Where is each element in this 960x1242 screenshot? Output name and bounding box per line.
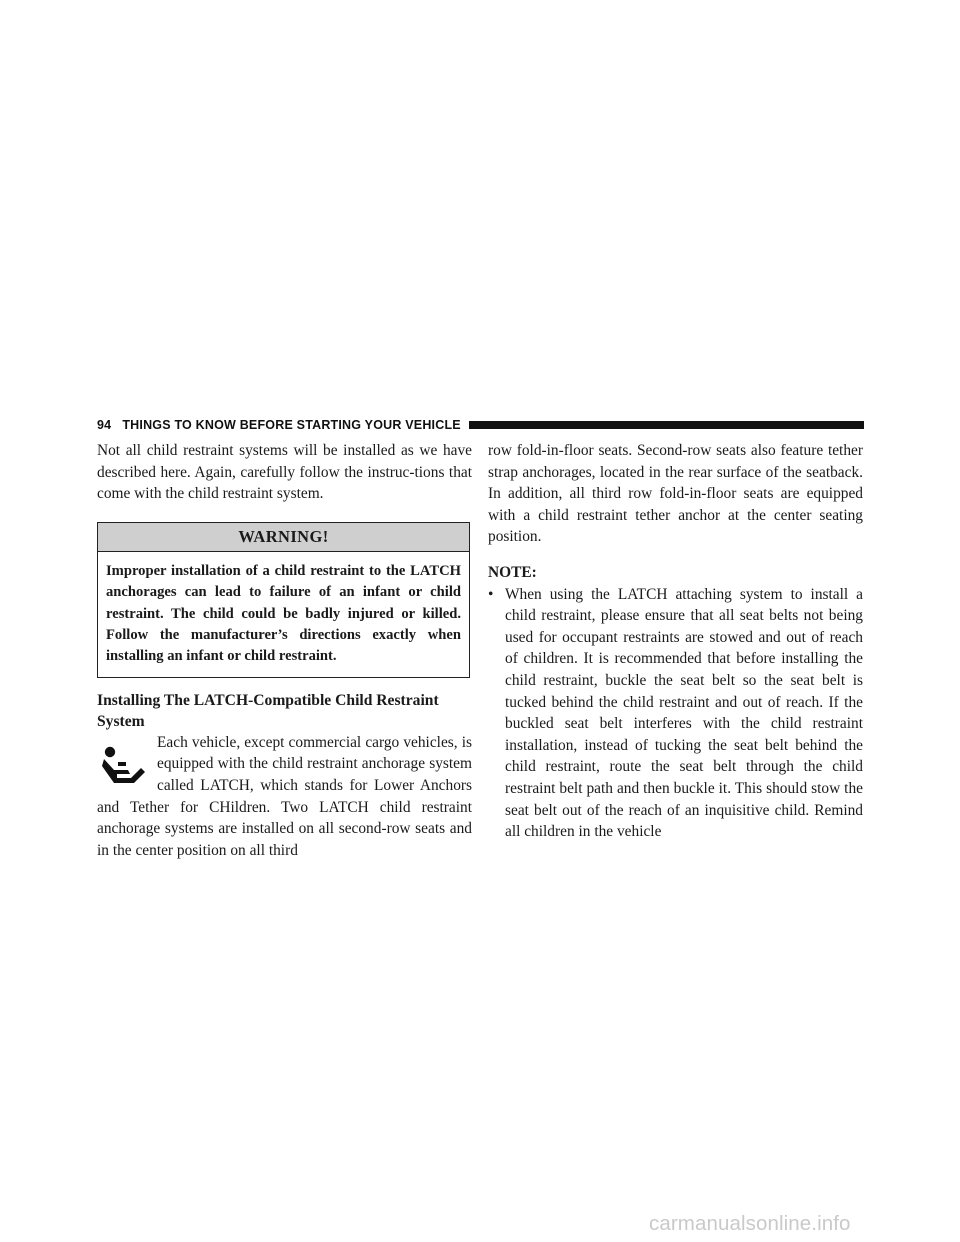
header-rule — [469, 421, 864, 429]
chapter-title: THINGS TO KNOW BEFORE STARTING YOUR VEHICLE — [122, 418, 461, 432]
note-bullet — [488, 584, 863, 843]
child-seat-icon — [97, 742, 153, 792]
section-heading: Installing The LATCH-Compatible Child Restraint System — [97, 691, 439, 730]
warning-title: WARNING! — [98, 523, 469, 552]
page-number: 94 — [97, 418, 112, 432]
bullet-symbol: • — [488, 585, 494, 603]
left-column — [97, 440, 472, 861]
continuation-paragraph: row fold-in-floor seats. Second-row seats also feature tether strap anchorages, located in the rear surface of the seatback. In addition, all third row fold-in-floor seats are equipped with a child restraint tether anchor at the center seating position. — [488, 442, 863, 546]
watermark: carmanualsonline.info — [649, 1212, 851, 1235]
page-header — [97, 417, 864, 433]
note-label: NOTE: — [488, 563, 537, 581]
section-body — [97, 732, 472, 862]
warning-text: Improper installation of a child restraint to the LATCH anchorages can lead to failure of an infant or child restraint. The child could be badly injured or killed. Follow the manufacturer’s directions exactly when installing an infant or child restraint. — [106, 562, 461, 665]
page-header-text — [97, 418, 461, 432]
intro-paragraph: Not all child restraint systems will be installed as we have described here. Again, carefully follow the instruc-tions that come with the child restraint system. — [97, 442, 472, 503]
latch-paragraph: Each vehicle, except commercial cargo vehicles, is equipped with the child restraint anchorage system called LATCH, which stands for Lower Anchors and Tether for CHildren. Two LATCH child restraint anchorage systems are installed on all second-row seats and in the center position on all third — [97, 733, 472, 859]
warning-box — [97, 522, 470, 678]
right-column — [488, 440, 863, 843]
bullet-text: When using the LATCH attaching system to install a child restraint, please ensure that all seat belts not being used for occupant restraints are stowed and out of reach of children. It is recommended that before installing the child restraint, buckle the seat belt so the seat belt is tucked behind the child restraint and out of reach. If the buckled seat belt interferes with the child restraint installation, instead of tucking the seat belt behind the child restraint, route the seat belt through the child restraint belt path and then buckle it. This should stow the seat belt out of the reach of an inquisitive child. Remind all children in the vehicle — [505, 585, 863, 841]
